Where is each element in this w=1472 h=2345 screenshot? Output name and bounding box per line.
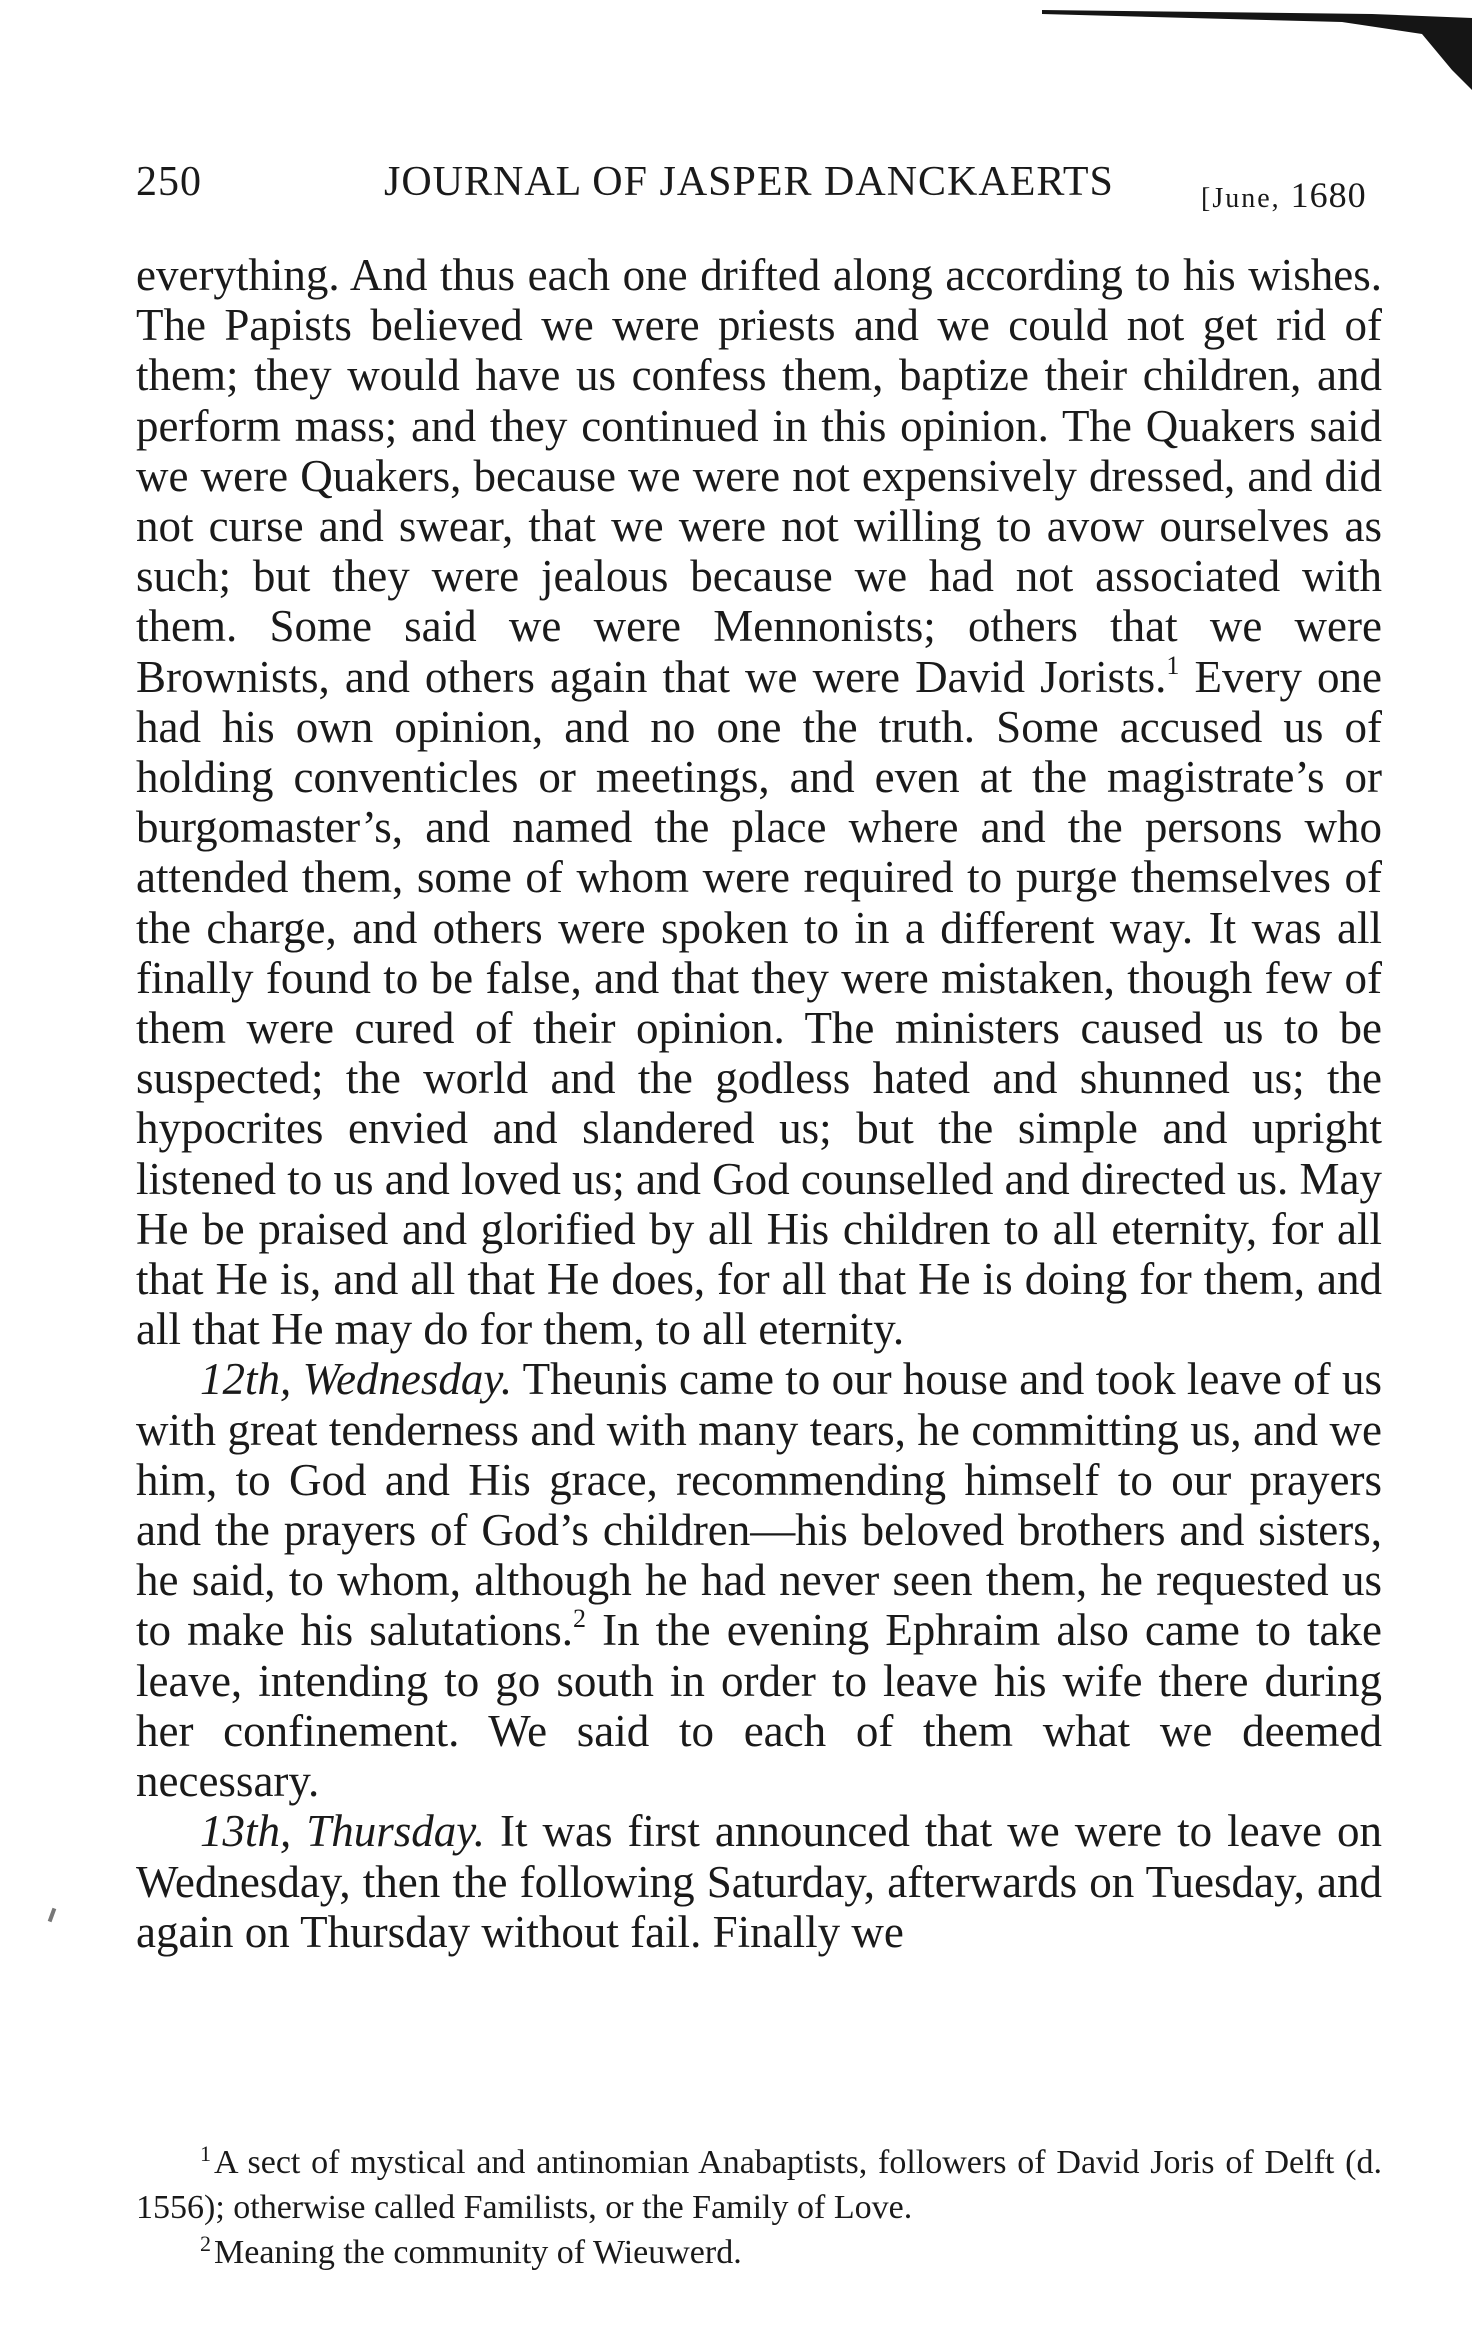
running-header: [136, 150, 1386, 220]
journal-entry-12: [136, 1354, 1382, 1806]
page-number: 250: [136, 159, 202, 205]
running-date-year: 1680: [1290, 175, 1367, 215]
entry-text: In the evening Ephraim also came to take leave, intending to go south in order to leave his wife there during her confinement. We said to each of them what we deemed necessary.: [136, 1605, 1382, 1807]
footnote-reference: 2: [573, 1604, 586, 1634]
stray-ink-mark: [48, 1908, 57, 1923]
paragraph: [136, 250, 1382, 1354]
scan-edge-mark: [1042, 0, 1472, 90]
footnote-text: Meaning the community of Wieuwerd.: [214, 2234, 742, 2271]
footnote: [136, 2230, 1382, 2275]
running-title: JOURNAL OF JASPER DANCKAERTS: [384, 159, 1114, 205]
footnote-marker: 2: [200, 2231, 211, 2256]
running-date-month: [June,: [1201, 183, 1281, 214]
entry-text: It was first announced that we were to leave on Wednesday, then the following Saturday, afterwards on Tuesday, and again on Thursday without fail. Finally we: [136, 1806, 1382, 1957]
paragraph-text: everything. And thus each one drifted along according to his wishes. The Papists believed we were priests and we could not get rid of them; they would have us confess them, baptize their children, and perform mass; and they continued in this opinion. The Quakers said we were Quakers, because we were not expensively dressed, and did not curse and swear, that we were not willing to avow ourselves as such; but they were jealous because we had not associated with them. Some said we were Mennonists; others that we were Brownists, and others again that we were David Jorists.: [136, 250, 1382, 702]
entry-date: 12th, Wednesday.: [200, 1354, 513, 1405]
footnotes: [136, 2140, 1382, 2275]
running-date: [1201, 174, 1367, 216]
footnote-reference: 1: [1166, 650, 1180, 680]
body-text: [136, 250, 1382, 1957]
footnote-marker: 1: [200, 2141, 211, 2166]
entry-text: Theunis came to our house and took leave of us with great tenderness and with many tears, he committing us, and we him, to God and His grace, recommending himself to our prayers and the prayers of God’s children—his beloved brothers and sisters, he said, to whom, although he had never seen them, he requested us to make his salutations.: [136, 1354, 1383, 1656]
footnote: [136, 2140, 1382, 2230]
journal-entry-13: [136, 1806, 1382, 1957]
paragraph-text: Every one had his own opinion, and no one the truth. Some accused us of holding conventicles or meetings, and even at the magistrate’s or burgomaster’s, and named the place where and the persons who attended them, some of whom were required to purge themselves of the charge, and others were spoken to in a different way. It was all finally found to be false, and that they were mistaken, though few of them were cured of their opinion. The ministers caused us to be suspected; the world and the godless hated and shunned us; the hypocrites envied and slandered us; but the simple and upright listened to us and loved us; and God counselled and directed us. May He be praised and glorified by all His children to all eternity, for all that He is, and all that He does, for all that He is doing for them, and all that He may do for them, to all eternity.: [136, 651, 1382, 1355]
footnote-text: A sect of mystical and antinomian Anabaptists, followers of David Joris of Delft (d. 1556); otherwise called Familists, or the Family of Love.: [136, 2144, 1382, 2226]
entry-date: 13th, Thursday.: [200, 1806, 486, 1857]
